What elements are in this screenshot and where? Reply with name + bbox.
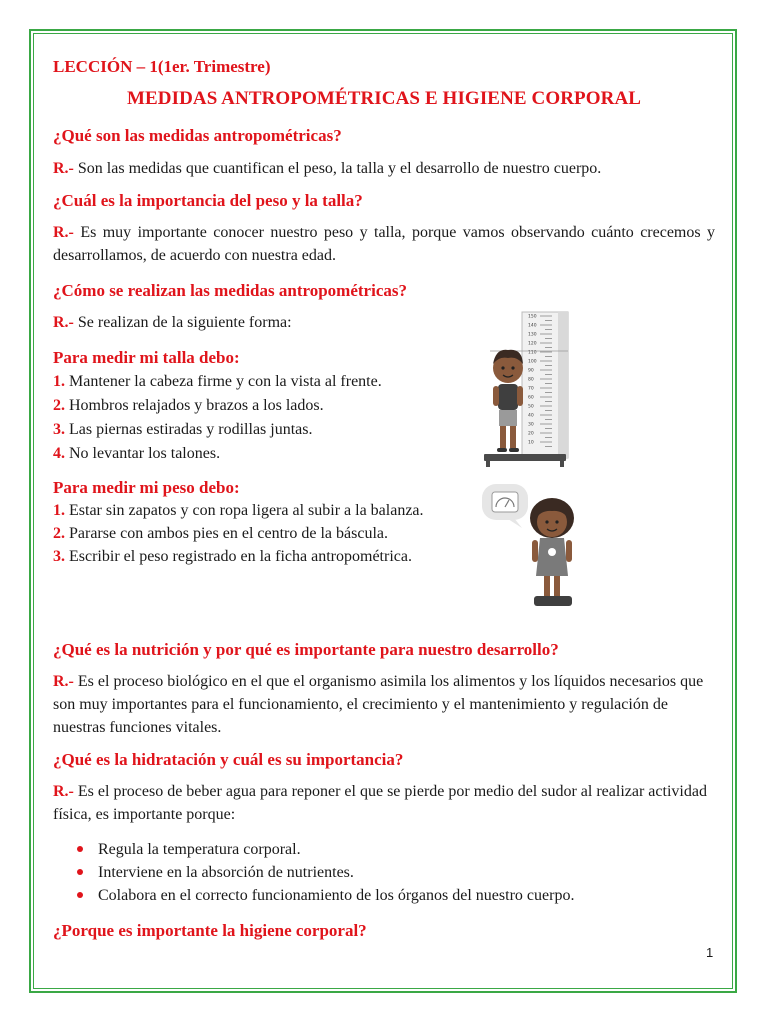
- ruler-label: 120: [528, 341, 537, 347]
- ruler-label: 90: [528, 368, 534, 374]
- height-section: [53, 346, 433, 465]
- question-2: ¿Cuál es la importancia del peso y la talla?: [53, 191, 363, 210]
- hydration-bullet-list: [53, 838, 715, 907]
- question-4: ¿Qué es la nutrición y por qué es importante para nuestro desarrollo?: [53, 640, 559, 659]
- answer-prefix: R.-: [53, 160, 74, 177]
- answer-3: [53, 311, 292, 334]
- bullet-icon: [77, 892, 83, 898]
- list-item: Interviene en la absorción de nutrientes.: [53, 861, 715, 884]
- answer-2-text: Es muy importante conocer nuestro peso y talla, porque vamos observando cuánto crecemos y desarrollamos, de acuerdo con nuestra edad.: [53, 224, 716, 264]
- ruler-label: 110: [528, 350, 537, 356]
- bullet-icon: [77, 869, 83, 875]
- weight-step: 1. Estar sin zapatos y con ropa ligera al subir a la balanza.: [53, 502, 424, 519]
- answer-2: [53, 221, 715, 267]
- question-3: ¿Cómo se realizan las medidas antropométricas?: [53, 281, 407, 300]
- weight-section: [53, 476, 433, 568]
- answer-prefix: R.-: [53, 783, 74, 800]
- ruler-label: 100: [528, 359, 537, 365]
- weight-heading: Para medir mi peso debo:: [53, 478, 240, 497]
- weight-step: 3. Escribir el peso registrado en la ficha antropométrica.: [53, 548, 412, 565]
- ruler-label: 140: [528, 323, 537, 329]
- ruler-label: 80: [528, 377, 534, 383]
- weight-measurement-illustration: [478, 480, 588, 616]
- page-title: MEDIDAS ANTROPOMÉTRICAS E HIGIENE CORPORAL: [126, 88, 642, 109]
- bullet-icon: [77, 846, 83, 852]
- ruler-label: 130: [528, 332, 537, 338]
- height-heading: Para medir mi talla debo:: [53, 348, 240, 367]
- list-item: Colabora en el correcto funcionamiento de los órganos del nuestro cuerpo.: [53, 884, 715, 907]
- ruler-label: 20: [528, 431, 534, 437]
- height-step: 4. No levantar los talones.: [53, 445, 221, 462]
- question-5: ¿Qué es la hidratación y cuál es su importancia?: [53, 750, 404, 769]
- answer-4: [53, 670, 715, 739]
- answer-3-text: Se realizan de la siguiente forma:: [77, 314, 292, 331]
- ruler-label: 60: [528, 395, 534, 401]
- ruler-label: 40: [528, 413, 534, 419]
- height-step: 3. Las piernas estiradas y rodillas juntas.: [53, 421, 313, 438]
- ruler-label: 10: [528, 440, 534, 446]
- answer-prefix: R.-: [53, 224, 74, 241]
- ruler-label: 70: [528, 386, 534, 392]
- ruler-label: 50: [528, 404, 534, 410]
- ruler-label: 30: [528, 422, 534, 428]
- weight-step: 2. Pararse con ambos pies en el centro de la báscula.: [53, 525, 388, 542]
- answer-1: [53, 157, 715, 180]
- question-6: ¿Porque es importante la higiene corporal?: [53, 921, 367, 940]
- answer-5-text: Es el proceso de beber agua para reponer el que se pierde por medio del sudor al realizar actividad física, es importante porque:: [53, 783, 707, 823]
- answer-5: [53, 780, 715, 826]
- height-step: 1. Mantener la cabeza firme y con la vista al frente.: [53, 373, 382, 390]
- ruler-label: 150: [528, 314, 537, 320]
- page-number: 1: [706, 945, 714, 960]
- answer-1-text: Son las medidas que cuantifican el peso, la talla y el desarrollo de nuestro cuerpo.: [77, 160, 602, 177]
- answer-4-text: Es el proceso biológico en el que el organismo asimila los alimentos y los líquidos necesarios que son muy importantes para el funcionamiento, el crecimiento y el mantenimiento y regulación de nuestras funciones vitales.: [53, 673, 704, 736]
- height-measurement-illustration: [470, 306, 580, 470]
- answer-prefix: R.-: [53, 673, 74, 690]
- height-step: 2. Hombros relajados y brazos a los lados.: [53, 397, 324, 414]
- list-item: Regula la temperatura corporal.: [53, 838, 715, 861]
- question-1: ¿Qué son las medidas antropométricas?: [53, 126, 342, 145]
- answer-prefix: R.-: [53, 314, 74, 331]
- lesson-label: LECCIÓN – 1(1er. Trimestre): [53, 57, 271, 76]
